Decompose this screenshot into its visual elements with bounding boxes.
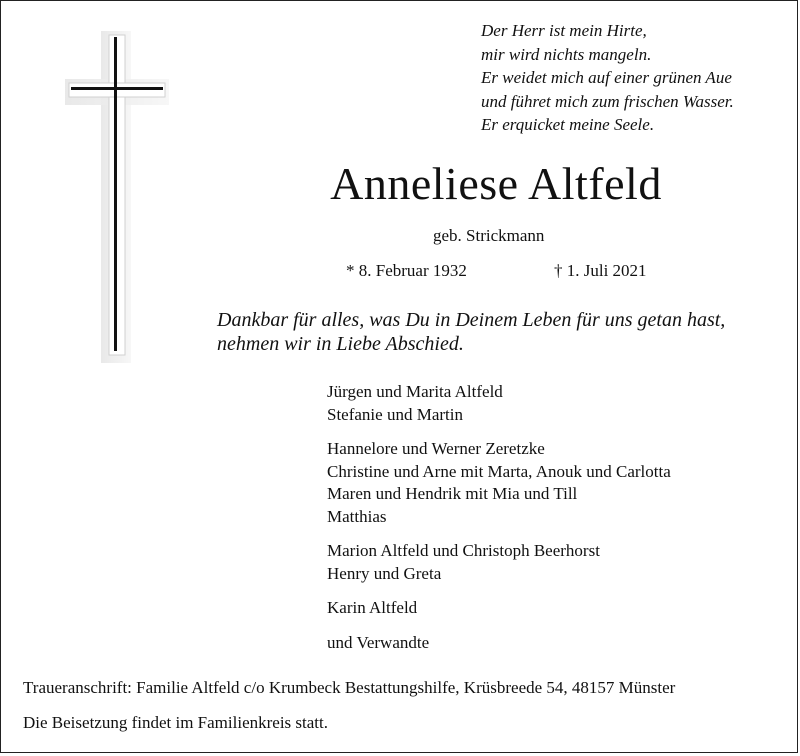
birth-date: * 8. Februar 1932: [346, 261, 467, 280]
mourner-group: [327, 597, 671, 620]
burial-note: Die Beisetzung findet im Familienkreis statt.: [23, 713, 328, 732]
deceased-name-text: Anneliese Altfeld: [330, 158, 662, 209]
death-date: † 1. Juli 2021: [554, 261, 647, 280]
mourner-group: [327, 540, 671, 585]
mourner-line: Henry und Greta: [327, 563, 442, 583]
mourners-list: [327, 381, 671, 666]
verse-line: Er erquicket meine Seele.: [481, 115, 655, 134]
mourner-group: [327, 381, 671, 426]
farewell-line: Dankbar für alles, was Du in Deinem Leben für uns getan hast,: [217, 309, 726, 331]
mourner-line: Stefanie und Martin: [327, 404, 463, 424]
verse-line: Er weidet mich auf einer grünen Aue: [481, 68, 732, 87]
maiden-name: geb. Strickmann: [433, 226, 545, 245]
verse-line: und führet mich zum frischen Wasser.: [481, 91, 734, 111]
psalm-verse: [481, 19, 734, 137]
mourner-line: Hannelore und Werner Zeretzke: [327, 439, 545, 458]
verse-line: Der Herr ist mein Hirte,: [481, 21, 647, 40]
mourner-line: Jürgen und Marita Altfeld: [327, 382, 503, 401]
mourner-line: Karin Altfeld: [327, 598, 418, 617]
mourner-line: Marion Altfeld und Christoph Beerhorst: [327, 541, 600, 560]
mourning-address: Traueranschrift: Familie Altfeld c/o Krumbeck Bestattungshilfe, Krüsbreede 54, 48157 Münster: [23, 678, 676, 697]
mourner-line: Maren und Hendrik mit Mia und Till: [327, 484, 578, 503]
mourner-group: [327, 438, 671, 528]
farewell-line: nehmen wir in Liebe Abschied.: [217, 333, 464, 355]
deceased-name: [1, 157, 800, 210]
mourner-line: Matthias: [327, 506, 387, 526]
mourner-group: [327, 632, 671, 655]
mourner-line: Christine und Arne mit Marta, Anouk und Carlotta: [327, 461, 671, 481]
farewell-text: [217, 308, 725, 356]
verse-line: mir wird nichts mangeln.: [481, 44, 652, 64]
mourner-line: und Verwandte: [327, 632, 430, 652]
